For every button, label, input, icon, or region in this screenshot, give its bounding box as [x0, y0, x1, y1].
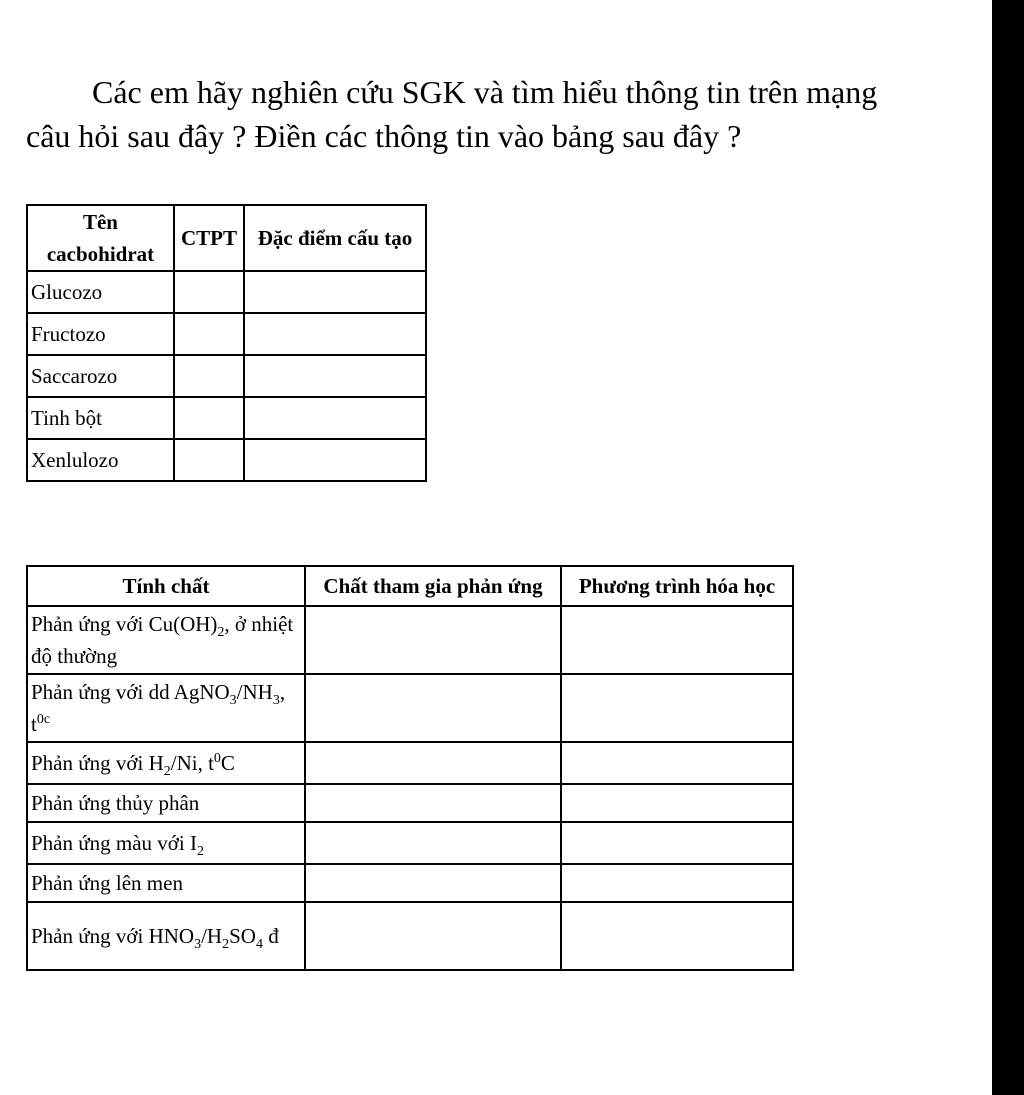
- instruction-line-1: Các em hãy nghiên cứu SGK và tìm hiểu thông tin trên mạng: [92, 74, 878, 110]
- header-structural-features: Đặc điểm cấu tạo: [244, 205, 426, 271]
- property-cell: Phản ứng với $Cu(OH)_2$, ở nhiệt độ thường: [27, 606, 305, 674]
- header-molecular-formula: CTPT: [174, 205, 244, 271]
- carbohydrate-structure-table: [26, 204, 427, 482]
- formula-cell[interactable]: [174, 355, 244, 397]
- property-cell: Phản ứng với $H_2/Ni$, $t^0C$: [27, 742, 305, 784]
- reactants-cell[interactable]: [305, 674, 561, 742]
- equation-cell[interactable]: [561, 784, 793, 822]
- structure-cell[interactable]: [244, 397, 426, 439]
- property-cell: Phản ứng thủy phân: [27, 784, 305, 822]
- reactants-cell[interactable]: [305, 742, 561, 784]
- reactants-cell[interactable]: [305, 864, 561, 902]
- header-equation: Phương trình hóa học: [561, 566, 793, 606]
- formula-cell[interactable]: [174, 313, 244, 355]
- structure-cell[interactable]: [244, 439, 426, 481]
- equation-cell[interactable]: [561, 674, 793, 742]
- equation-cell[interactable]: [561, 864, 793, 902]
- carbohydrate-name: Fructozo: [27, 313, 174, 355]
- table-row: [27, 902, 793, 970]
- instruction-text: [26, 70, 1016, 158]
- table-row: [27, 313, 426, 355]
- reactants-cell[interactable]: [305, 902, 561, 970]
- table-row: [27, 355, 426, 397]
- header-property: Tính chất: [27, 566, 305, 606]
- chemical-properties-table: [26, 565, 794, 971]
- equation-cell[interactable]: [561, 742, 793, 784]
- instruction-line-2: câu hỏi sau đây ? Điền các thông tin vào bảng sau đây ?: [26, 118, 742, 154]
- reactants-cell[interactable]: [305, 822, 561, 864]
- carbohydrate-name: Tinh bột: [27, 397, 174, 439]
- formula-cell[interactable]: [174, 271, 244, 313]
- formula-cell[interactable]: [174, 397, 244, 439]
- formula-cell[interactable]: [174, 439, 244, 481]
- carbohydrate-name: Xenlulozo: [27, 439, 174, 481]
- carbohydrate-name: Saccarozo: [27, 355, 174, 397]
- header-reactants: Chất tham gia phản ứng: [305, 566, 561, 606]
- property-cell: Phản ứng với dd $AgNO_3/NH_3$, $t^{0c}$: [27, 674, 305, 742]
- equation-cell[interactable]: [561, 606, 793, 674]
- reactants-cell[interactable]: [305, 606, 561, 674]
- reactants-cell[interactable]: [305, 784, 561, 822]
- table-header-row: [27, 566, 793, 606]
- equation-cell[interactable]: [561, 822, 793, 864]
- table-row: [27, 864, 793, 902]
- table-row: [27, 397, 426, 439]
- table-header-row: [27, 205, 426, 271]
- structure-cell[interactable]: [244, 313, 426, 355]
- table-row: [27, 674, 793, 742]
- structure-cell[interactable]: [244, 271, 426, 313]
- equation-cell[interactable]: [561, 902, 793, 970]
- table-row: [27, 439, 426, 481]
- table-row: [27, 822, 793, 864]
- table-row: [27, 784, 793, 822]
- right-edge-bar: [992, 0, 1024, 1095]
- property-cell: Phản ứng màu với $I_2$: [27, 822, 305, 864]
- structure-cell[interactable]: [244, 355, 426, 397]
- carbohydrate-name: Glucozo: [27, 271, 174, 313]
- property-cell: Phản ứng với $HNO_3/H_2SO_4$ đ: [27, 902, 305, 970]
- header-carbohydrate-name: Tên cacbohidrat: [27, 205, 174, 271]
- property-cell: Phản ứng lên men: [27, 864, 305, 902]
- table-row: [27, 742, 793, 784]
- table-row: [27, 271, 426, 313]
- table-row: [27, 606, 793, 674]
